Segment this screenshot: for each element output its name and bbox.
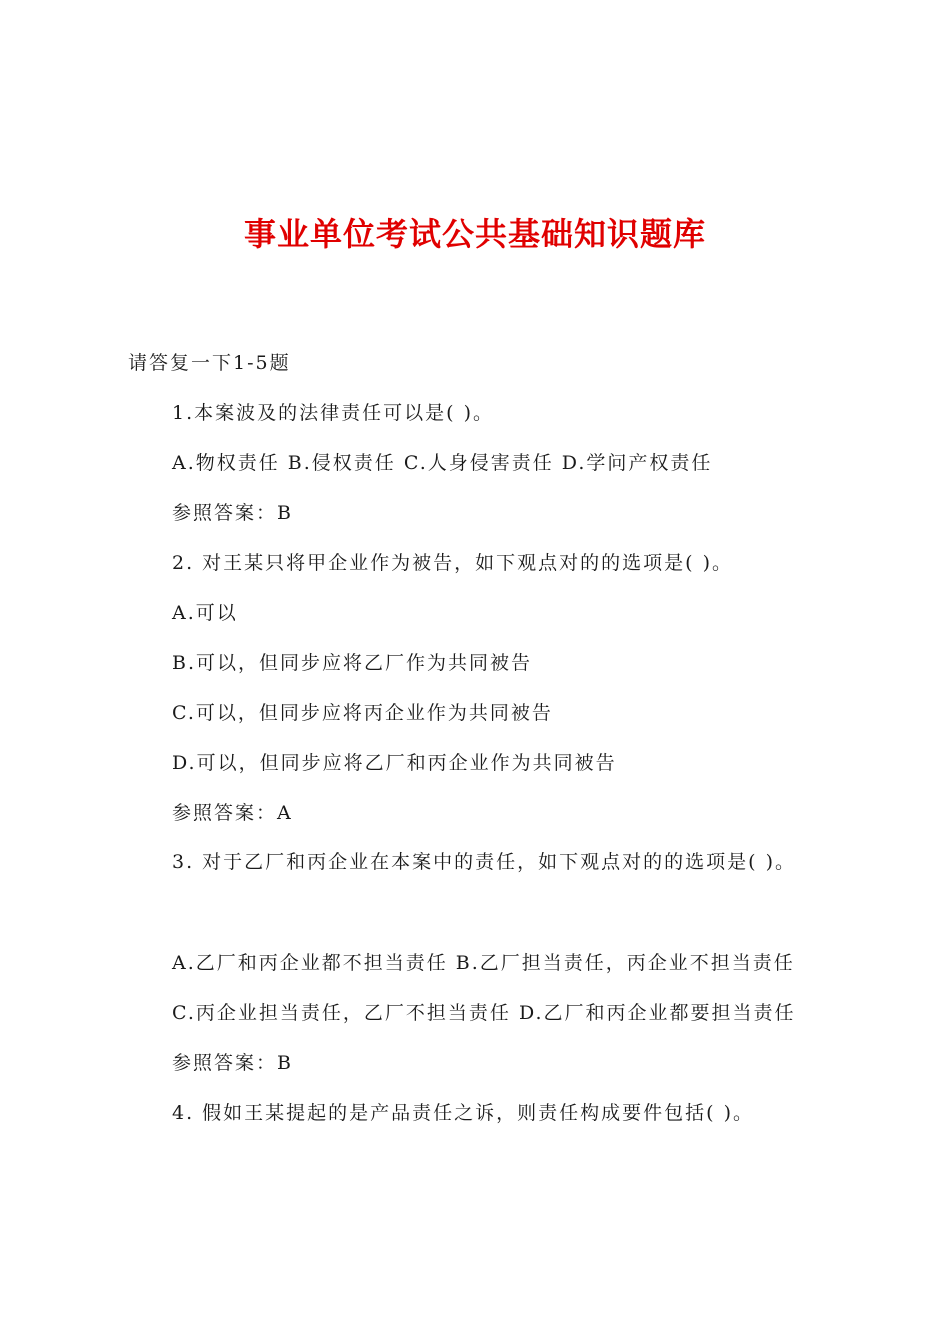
question-1-stem: 1.本案波及的法律责任可以是( )。 — [172, 402, 494, 424]
question-2-stem: 2. 对王某只将甲企业作为被告，如下观点对的的选项是( )。 — [172, 552, 734, 574]
question-2-option-c: C.可以，但同步应将丙企业作为共同被告 — [172, 702, 553, 724]
question-3-options-row-1: A.乙厂和丙企业都不担当责任 B.乙厂担当责任，丙企业不担当责任 — [172, 952, 795, 974]
intro-text: 请答复一下1-5题 — [128, 352, 291, 374]
question-2-answer: 参照答案：A — [172, 802, 293, 824]
question-1-answer: 参照答案：B — [172, 502, 293, 524]
question-4-stem: 4. 假如王某提起的是产品责任之诉，则责任构成要件包括( )。 — [172, 1102, 755, 1124]
question-3-answer: 参照答案：B — [172, 1052, 293, 1074]
question-2-option-d: D.可以，但同步应将乙厂和丙企业作为共同被告 — [172, 752, 617, 774]
question-1-options: A.物权责任 B.侵权责任 C.人身侵害责任 D.学问产权责任 — [172, 452, 713, 474]
question-3-stem: 3. 对于乙厂和丙企业在本案中的责任，如下观点对的的选项是( )。 — [172, 851, 797, 873]
question-2-option-a: A.可以 — [172, 602, 238, 624]
page-title: 事业单位考试公共基础知识题库 — [243, 215, 706, 253]
question-2-option-b: B.可以，但同步应将乙厂作为共同被告 — [172, 652, 533, 674]
question-3-options-row-2: C.丙企业担当责任，乙厂不担当责任 D.乙厂和丙企业都要担当责任 — [172, 1002, 796, 1024]
